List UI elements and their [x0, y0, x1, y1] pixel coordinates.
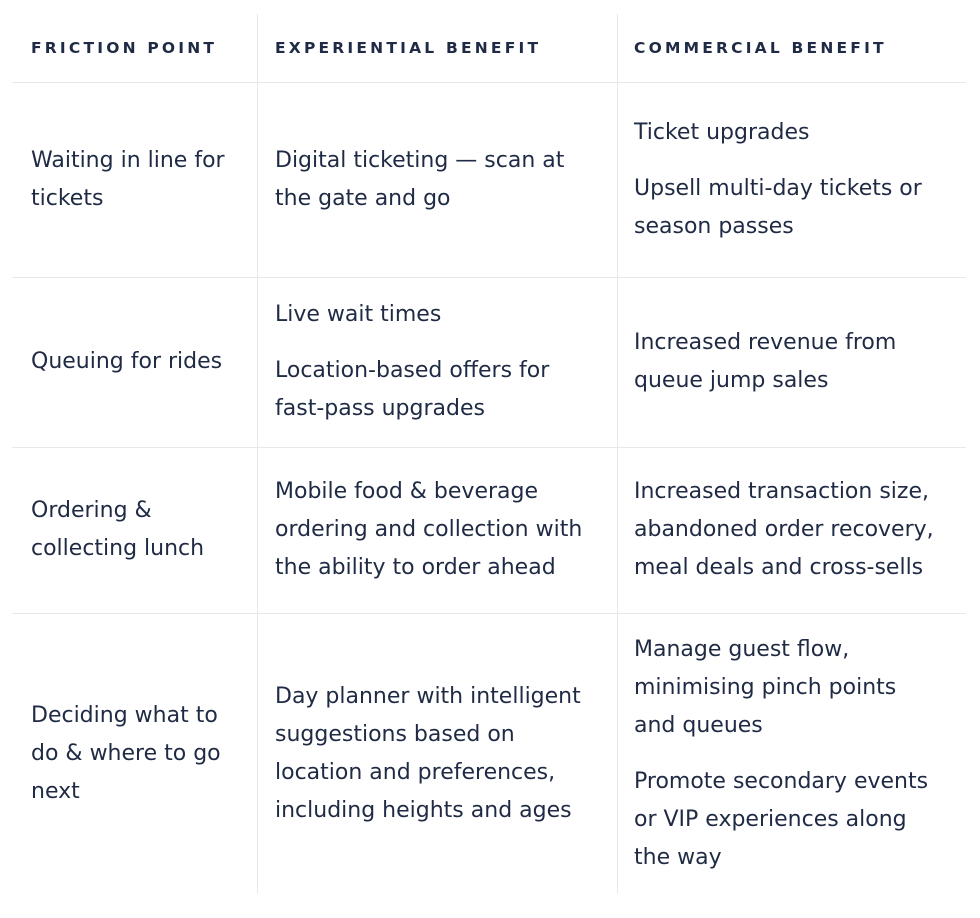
friction-text: Ordering & collecting lunch — [31, 498, 205, 561]
table-row — [12, 447, 966, 614]
experiential-cell — [257, 613, 617, 894]
header-cell-commercial-benefit — [617, 14, 966, 82]
experiential-cell — [257, 447, 617, 613]
table-row — [12, 277, 966, 448]
commercial-cell — [617, 82, 966, 277]
table-row — [12, 82, 966, 278]
experiential-cell — [257, 82, 617, 277]
experiential-text: Live wait times — [275, 302, 442, 327]
header-label: FRICTION POINT — [31, 39, 218, 57]
experiential-text: Day planner with intelligent suggestions based on location and preferences, including heights and ages — [275, 683, 581, 823]
commercial-text: Ticket upgrades — [634, 119, 810, 145]
friction-text: Waiting in line for tickets — [31, 147, 225, 211]
commercial-text: Promote secondary events or VIP experiences along the way — [634, 768, 929, 870]
experiential-cell — [257, 277, 617, 447]
commercial-text: Manage guest flow, minimising pinch points and queues — [634, 636, 897, 738]
friction-cell — [12, 613, 257, 894]
experiential-text: Location-based offers for fast-pass upgrades — [275, 358, 550, 421]
friction-text: Deciding what to do & where to go next — [31, 702, 221, 804]
friction-cell — [12, 277, 257, 447]
header-cell-friction-point — [12, 14, 257, 82]
commercial-text: Increased transaction size, abandoned order recovery, meal deals and cross-sells — [634, 479, 934, 580]
experiential-text: Mobile food & beverage ordering and collection with the ability to order ahead — [275, 479, 583, 580]
friction-cell — [12, 447, 257, 613]
header-cell-experiential-benefit — [257, 14, 617, 82]
commercial-cell — [617, 277, 966, 447]
commercial-text: Increased revenue from queue jump sales — [634, 330, 897, 393]
table-row — [12, 613, 966, 894]
header-label: COMMERCIAL BENEFIT — [634, 39, 887, 57]
commercial-cell — [617, 447, 966, 613]
commercial-text: Upsell multi-day tickets or season passes — [634, 175, 922, 239]
friction-text: Queuing for rides — [31, 349, 223, 374]
experiential-text: Digital ticketing — scan at the gate and go — [275, 147, 565, 211]
friction-cell — [12, 82, 257, 277]
header-label: EXPERIENTIAL BENEFIT — [275, 39, 542, 57]
commercial-cell — [617, 613, 966, 894]
comparison-table — [12, 14, 966, 894]
header-row — [12, 14, 966, 83]
